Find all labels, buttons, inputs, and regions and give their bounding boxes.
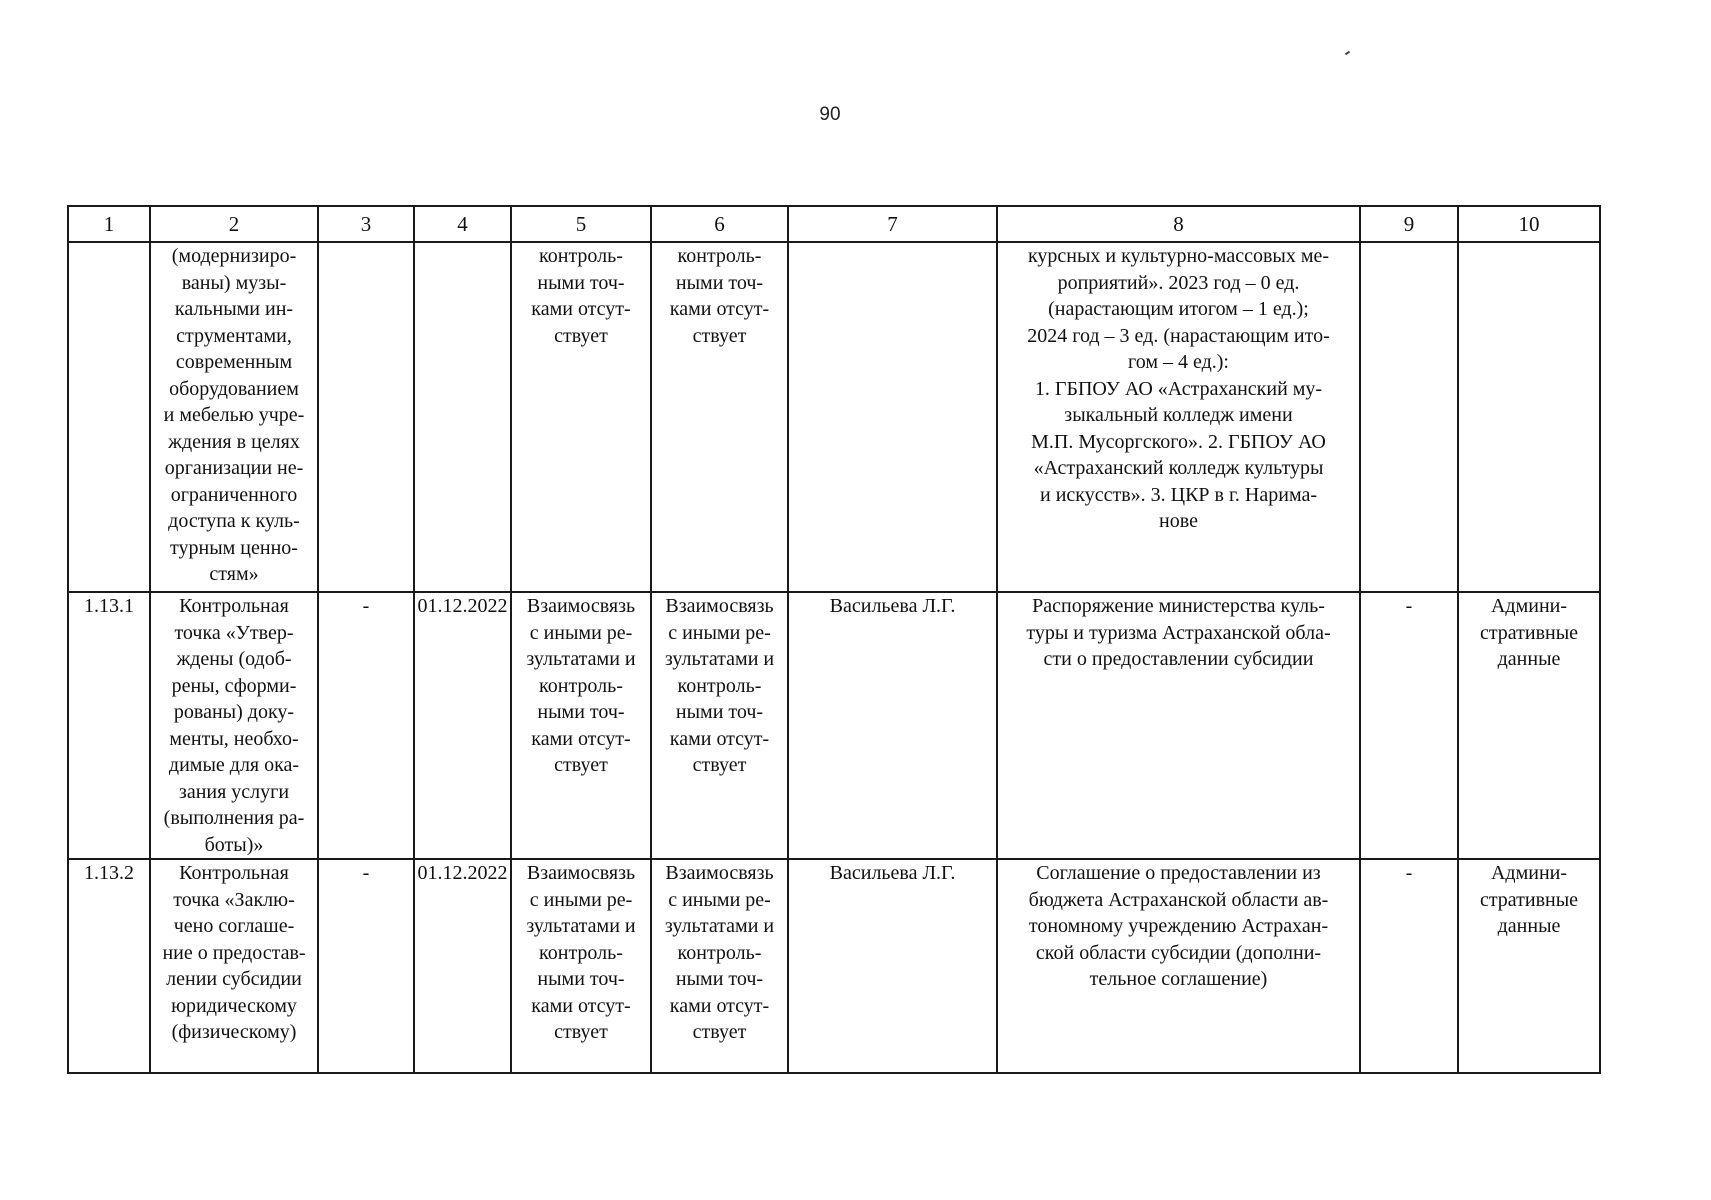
cell-end-date: 01.12.2022 [414, 859, 511, 1073]
cell-col-9: - [1360, 592, 1458, 859]
header-col-4: 4 [414, 206, 511, 242]
cell-end-date [414, 242, 511, 592]
cell-name: Контрольная точка «Утвер- ждены (одоб- рены, сформи- рованы) доку- менты, необхо- димые для ока- зания услуги (выполнения ра- боты)» [150, 592, 318, 859]
cell-name: (модернизиро- ваны) музы- кальными ин- струментами, современным оборудованием и мебелью учре- ждения в целях организации не- ограниченного доступа к куль- турным ценно- стям» [150, 242, 318, 592]
page-number: 90 [819, 104, 841, 125]
cell-number: 1.13.2 [68, 859, 150, 1073]
cell-responsible: Васильева Л.Г. [788, 592, 997, 859]
cell-end-date: 01.12.2022 [414, 592, 511, 859]
cell-responsible: Васильева Л.Г. [788, 859, 997, 1073]
header-col-6: 6 [651, 206, 788, 242]
cell-successor: Взаимосвязь с иными ре- зультатами и контроль- ными точ- ками отсут- ствует [651, 859, 788, 1073]
header-col-5: 5 [511, 206, 651, 242]
cell-responsible [788, 242, 997, 592]
results-table [67, 205, 1601, 1074]
header-col-9: 9 [1360, 206, 1458, 242]
header-col-2: 2 [150, 206, 318, 242]
header-row [68, 206, 1600, 242]
header-col-7: 7 [788, 206, 997, 242]
cell-number: 1.13.1 [68, 592, 150, 859]
cell-predecessor: Взаимосвязь с иными ре- зультатами и контроль- ными точ- ками отсут- ствует [511, 592, 651, 859]
cell-name: Контрольная точка «Заклю- чено соглаше- ние о предостав- лении субсидии юридическому (физическому) [150, 859, 318, 1073]
table-row [68, 859, 1600, 1073]
cell-result-document: Распоряжение министерства куль- туры и туризма Астраханской обла- сти о предоставлении субсидии [997, 592, 1360, 859]
cell-successor: Взаимосвязь с иными ре- зультатами и контроль- ными точ- ками отсут- ствует [651, 592, 788, 859]
table-row [68, 592, 1600, 859]
header-col-1: 1 [68, 206, 150, 242]
header-col-8: 8 [997, 206, 1360, 242]
cell-col-9 [1360, 242, 1458, 592]
cell-start-date: - [318, 859, 414, 1073]
cell-start-date [318, 242, 414, 592]
table-row [68, 242, 1600, 592]
cell-number [68, 242, 150, 592]
cell-info-system: Админи- стративные данные [1458, 592, 1600, 859]
cell-predecessor: контроль- ными точ- ками отсут- ствует [511, 242, 651, 592]
cell-col-9: - [1360, 859, 1458, 1073]
cell-result-document: курсных и культурно-массовых ме- роприятий». 2023 год – 0 ед. (нарастающим итогом – 1 ед.); 2024 год – 3 ед. (нарастающим ито- гом – 4 ед.): 1. ГБПОУ АО «Астраханский му- зыкальный колледж имени М.П. Мусоргского». 2. ГБПОУ АО «Астраханский колледж культуры и искусств». 3. ЦКР в г. Нарима- нове [997, 242, 1360, 592]
cell-result-document: Соглашение о предоставлении из бюджета Астраханской области ав- тономному учреждению Астрахан- ской области субсидии (дополни- тельное соглашение) [997, 859, 1360, 1073]
header-col-3: 3 [318, 206, 414, 242]
scan-mark [1345, 51, 1350, 56]
header-col-10: 10 [1458, 206, 1600, 242]
cell-info-system [1458, 242, 1600, 592]
cell-info-system: Админи- стративные данные [1458, 859, 1600, 1073]
cell-start-date: - [318, 592, 414, 859]
cell-successor: контроль- ными точ- ками отсут- ствует [651, 242, 788, 592]
cell-predecessor: Взаимосвязь с иными ре- зультатами и контроль- ными точ- ками отсут- ствует [511, 859, 651, 1073]
